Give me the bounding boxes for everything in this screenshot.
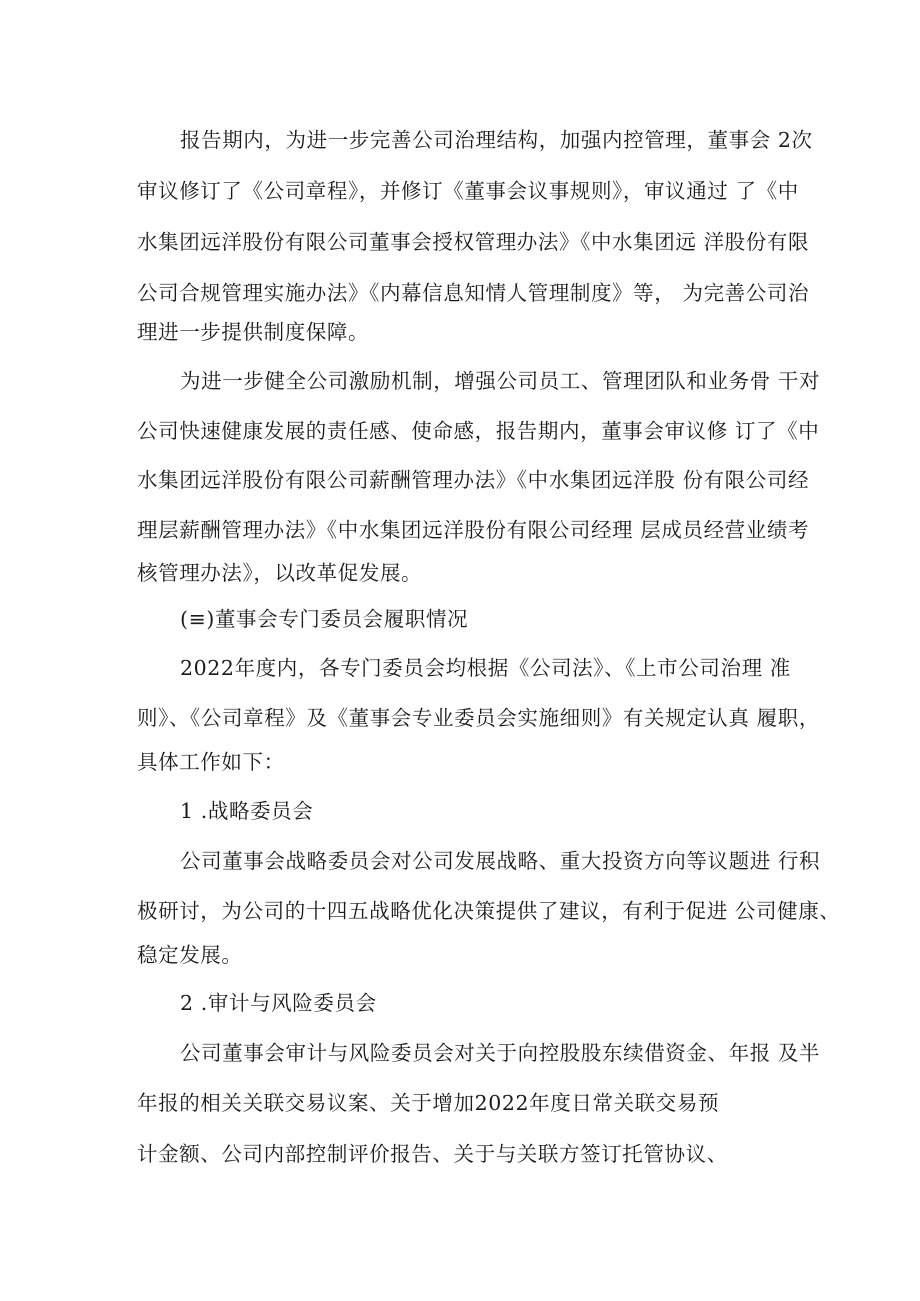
paragraph-line: 计金额、公司内部控制评价报告、关于与关联方签订托管协议、 — [137, 1142, 728, 1166]
paragraph-line: 具体工作如下： — [137, 750, 285, 774]
paragraph-line: 水集团远洋股份有限公司董事会授权管理办法》《中水集团远 洋股份有限 — [137, 230, 810, 254]
subsection-heading: 2 .审计与风险委员会 — [180, 991, 377, 1015]
paragraph-line: 水集团远洋股份有限公司薪酬管理办法》《中水集团远洋股 份有限公司经 — [137, 468, 810, 492]
paragraph-line: 理层薪酬管理办法》《中水集团远洋股份有限公司经理 层成员经营业绩考 — [137, 518, 810, 542]
paragraph-line: 公司董事会审计与风险委员会对关于向控股股东续借资金、年报 及半 — [180, 1041, 821, 1065]
paragraph-line: 公司快速健康发展的责任感、使命感，报告期内，董事会审议修 订了《中 — [137, 419, 820, 443]
paragraph-line: 公司董事会战略委员会对公司发展战略、重大投资方向等议题进 行积 — [180, 849, 821, 873]
paragraph-line: 公司合规管理实施办法》《内幕信息知情人管理制度》等， 为完善公司治 — [137, 281, 810, 305]
section-heading: (≡)董事会专门委员会履职情况 — [180, 607, 469, 631]
paragraph-line: 理进一步提供制度保障。 — [137, 320, 370, 344]
paragraph-line: 2022年度内，各专门委员会均根据《公司法》、《上市公司治理 准 — [180, 656, 791, 680]
paragraph-line: 审议修订了《公司章程》，并修订《董事会议事规则》，审议通过 了《中 — [137, 179, 799, 203]
paragraph-line: 稳定发展。 — [137, 943, 243, 967]
paragraph-line: 为进一步健全公司激励机制，增强公司员工、管理团队和业务骨 干对 — [180, 369, 821, 393]
subsection-heading: 1 .战略委员会 — [180, 799, 314, 823]
paragraph-line: 年报的相关关联交易议案、关于增加2022年度日常关联交易预 — [137, 1091, 720, 1115]
paragraph-line: 则》、《公司章程》及《董事会专业委员会实施细则》有关规定认真 履职， — [137, 706, 820, 730]
paragraph-line: 核管理办法》，以改革促发展。 — [137, 561, 423, 585]
paragraph-line: 极研讨，为公司的十四五战略优化决策提供了建议，有利于促进 公司健康、 — [137, 899, 841, 923]
paragraph-line: 报告期内，为进一步完善公司治理结构，加强内控管理，董事会 2次 — [180, 128, 813, 152]
